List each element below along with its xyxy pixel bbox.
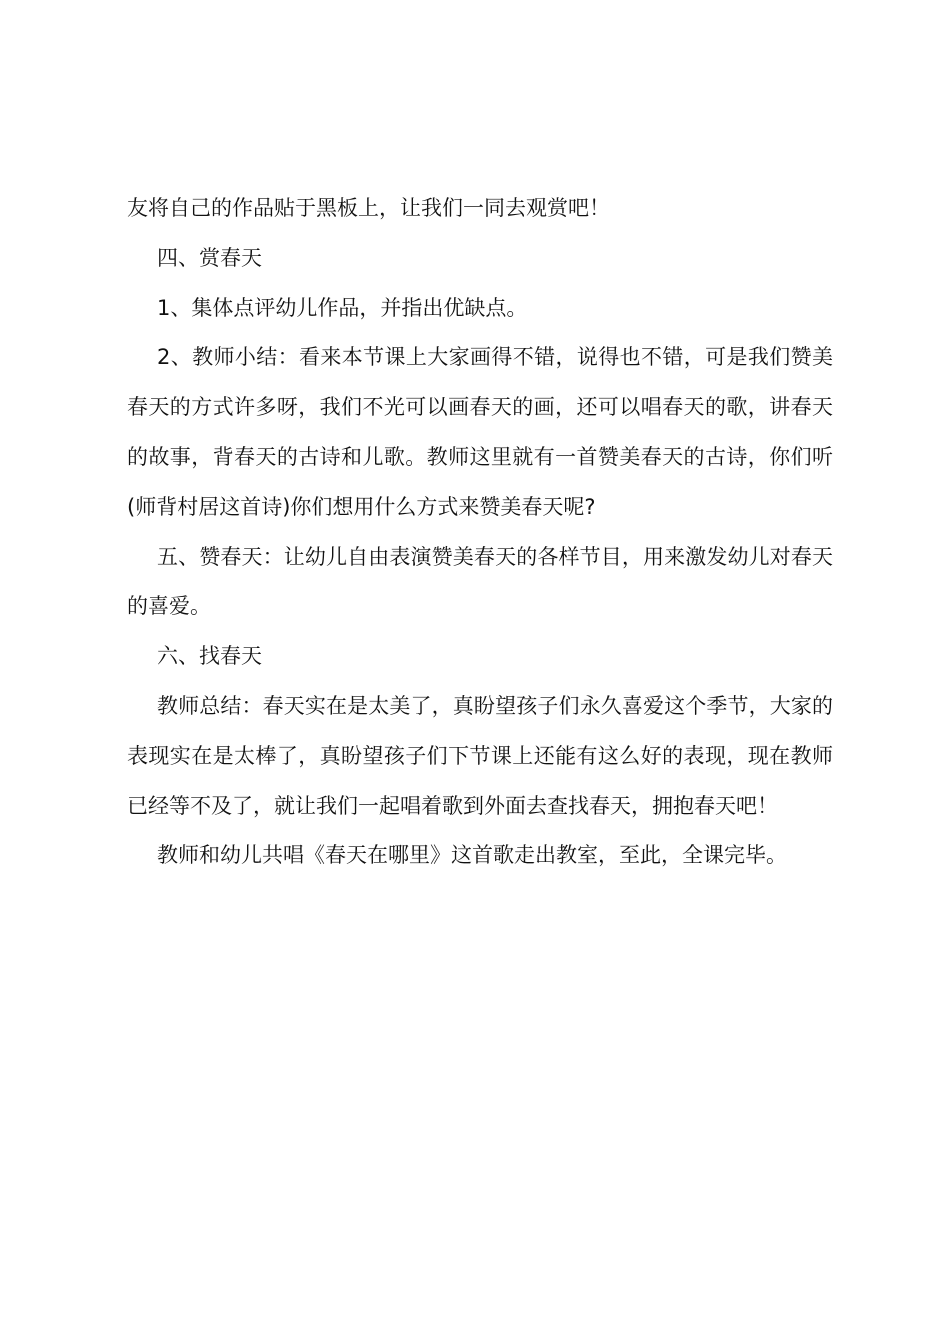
section-praise-spring: 五、赞春天：让幼儿自由表演赞美春天的各样节目，用来激发幼儿对春天的喜爱。 [127, 544, 833, 619]
paragraph-teacher-summary: 教师总结：春天实在是太美了，真盼望孩子们永久喜爱这个季节，大家的表现实在是太棒了，真盼望孩子们下节课上还能有这么好的表现，现在教师已经等不及了，就让我们一起唱着歌到外面去查找春天，拥抱春天吧！ [127, 693, 833, 818]
paragraph-closing: 教师和幼儿共唱《春天在哪里》这首歌走出教室，至此，全课完毕。 [157, 843, 787, 868]
section-heading-appreciate-spring: 四、赏春天 [157, 245, 262, 270]
paragraph-step-1: 1、集体点评幼儿作品，并指出优缺点。 [157, 295, 528, 320]
paragraph-continuation: 友将自己的作品贴于黑板上，让我们一同去观赏吧！ [127, 196, 610, 220]
document-body [127, 184, 833, 881]
paragraph-step-2: 2、教师小结：看来本节课上大家画得不错，说得也不错，可是我们赞美春天的方式许多呀，我们不光可以画春天的画，还可以唱春天的歌，讲春天的故事，背春天的古诗和儿歌。教师这里就有一首赞美春天的古诗，你们听(师背村居这首诗)你们想用什么方式来赞美春天呢? [127, 345, 833, 519]
section-heading-find-spring: 六、找春天 [157, 644, 262, 669]
